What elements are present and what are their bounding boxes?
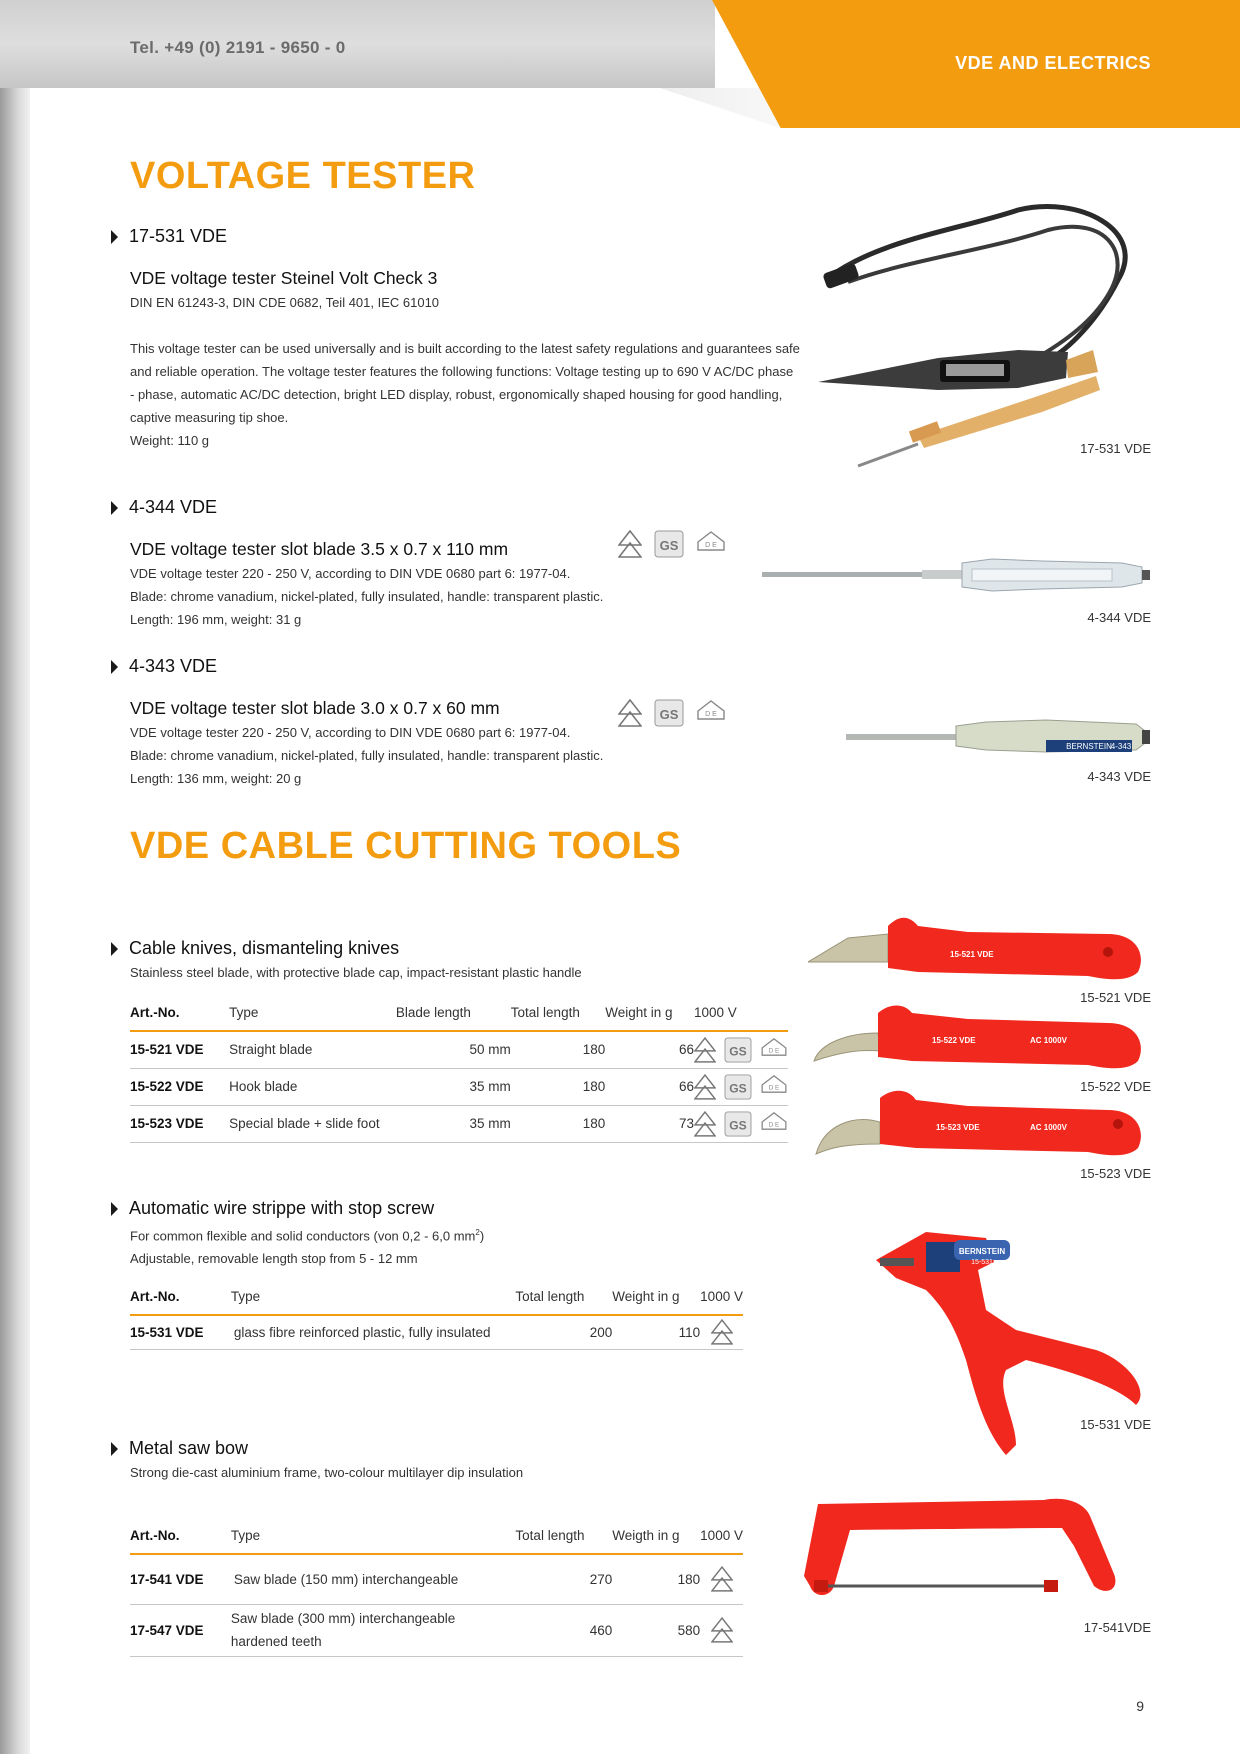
stripper-description bbox=[130, 1221, 484, 1270]
svg-text:GS: GS bbox=[659, 707, 679, 722]
item-code: 17-531 VDE bbox=[129, 226, 228, 246]
table-row bbox=[130, 1031, 788, 1068]
item-description bbox=[130, 562, 690, 631]
table-row bbox=[130, 1604, 743, 1656]
cell-art: 15-522 VDE bbox=[130, 1068, 229, 1105]
gs-mark-icon bbox=[654, 530, 684, 558]
caption-17-541: 17-541VDE bbox=[1083, 1620, 1151, 1635]
caption-15-523: 15-523 VDE bbox=[1080, 1166, 1151, 1181]
header-phone: Tel. +49 (0) 2191 - 9650 - 0 bbox=[130, 38, 346, 57]
de-mark-icon bbox=[760, 1111, 788, 1131]
knife-15-521-image bbox=[808, 912, 1148, 982]
svg-text:D E: D E bbox=[768, 1120, 780, 1128]
vde-triangle-icon bbox=[694, 1074, 716, 1100]
caption-4-344: 4-344 VDE bbox=[1087, 610, 1151, 625]
certification-marks bbox=[618, 699, 726, 727]
item-description bbox=[130, 337, 820, 452]
bullet-triangle-icon bbox=[111, 942, 118, 956]
cell-marks bbox=[694, 1031, 788, 1068]
cell-art: 15-521 VDE bbox=[130, 1031, 229, 1068]
col-header: Weight in g bbox=[605, 994, 694, 1031]
cell-weight: 66 bbox=[605, 1031, 694, 1068]
desc-text: For common flexible and solid conductors (von 0,2 - 6,0 mm bbox=[130, 1228, 476, 1244]
cell-art: 15-531 VDE bbox=[130, 1315, 231, 1349]
cell-type: Hook blade bbox=[229, 1068, 396, 1105]
col-header: Total length bbox=[515, 1278, 612, 1315]
col-header: Type bbox=[231, 1517, 516, 1554]
gs-mark-icon bbox=[724, 1111, 752, 1137]
knife-voltage-label: AC 1000V bbox=[1030, 1036, 1067, 1045]
stripper-brand-label: BERNSTEIN bbox=[958, 1247, 1006, 1256]
saw-table bbox=[130, 1517, 743, 1657]
cell-type: Saw blade (150 mm) interchangeable bbox=[231, 1554, 516, 1604]
knife-15-523-image bbox=[808, 1088, 1148, 1160]
desc-line: VDE voltage tester 220 - 250 V, according to DIN VDE 0680 part 6: 1977-04. bbox=[130, 566, 571, 581]
item-heading: Cable knives, dismanteling knives bbox=[129, 938, 400, 958]
table-header-row bbox=[130, 1517, 743, 1554]
vde-triangle-icon bbox=[694, 1111, 716, 1137]
desc-line: Length: 136 mm, weight: 20 g bbox=[130, 771, 302, 786]
desc-line: Weight: 110 g bbox=[130, 433, 210, 448]
table-row bbox=[130, 1554, 743, 1604]
stripper-table bbox=[130, 1278, 743, 1350]
cell-marks bbox=[700, 1604, 743, 1656]
desc-line: Length: 196 mm, weight: 31 g bbox=[130, 612, 302, 627]
bullet-triangle-icon bbox=[111, 1442, 118, 1456]
category-label: VDE AND ELECTRICS bbox=[955, 53, 1151, 73]
svg-text:D E: D E bbox=[768, 1047, 780, 1055]
item-heading: Metal saw bow bbox=[129, 1438, 249, 1458]
col-header: Art.-No. bbox=[130, 1517, 231, 1554]
bullet-triangle-icon bbox=[111, 501, 118, 515]
vde-triangle-icon bbox=[711, 1319, 733, 1345]
cell-total: 460 bbox=[515, 1604, 612, 1656]
col-header: 1000 V bbox=[694, 994, 788, 1031]
item-head-17-531 bbox=[112, 226, 227, 247]
desc-line bbox=[130, 1221, 484, 1247]
type-line: Saw blade (300 mm) interchangeable bbox=[230, 1611, 456, 1626]
cell-weight: 66 bbox=[605, 1068, 694, 1105]
voltage-tester-17-531-image bbox=[818, 200, 1148, 470]
col-header: 1000 V bbox=[700, 1278, 743, 1315]
item-name: VDE voltage tester slot blade 3.5 x 0.7 x 110 mm bbox=[130, 539, 509, 559]
knife-label: 15-523 VDE bbox=[936, 1123, 980, 1132]
cell-type: Special blade + slide foot bbox=[229, 1105, 396, 1142]
item-head-4-344 bbox=[112, 497, 217, 518]
vde-triangle-icon bbox=[618, 530, 642, 558]
svg-text:GS: GS bbox=[729, 1118, 747, 1133]
knife-voltage-label: AC 1000V bbox=[1030, 1123, 1067, 1132]
cell-weight: 110 bbox=[612, 1315, 700, 1349]
bullet-triangle-icon bbox=[111, 1202, 118, 1216]
item-name: VDE voltage tester Steinel Volt Check 3 bbox=[130, 268, 438, 288]
item-head-knives bbox=[112, 938, 399, 959]
tester-brand-label: BERNSTEIN bbox=[1066, 742, 1112, 751]
cell-blade: 35 mm bbox=[396, 1105, 511, 1142]
vde-triangle-icon bbox=[711, 1566, 733, 1592]
caption-15-521: 15-521 VDE bbox=[1080, 990, 1151, 1005]
svg-text:GS: GS bbox=[659, 538, 679, 553]
cell-weight: 73 bbox=[605, 1105, 694, 1142]
table-header-row bbox=[130, 994, 788, 1031]
caption-17-531: 17-531 VDE bbox=[1080, 441, 1151, 456]
tester-model-label: 4-343 bbox=[1110, 742, 1132, 751]
desc-line: VDE voltage tester 220 - 250 V, according to DIN VDE 0680 part 6: 1977-04. bbox=[130, 725, 571, 740]
col-header: Total length bbox=[511, 994, 605, 1031]
desc-line: Adjustable, removable length stop from 5 - 12 mm bbox=[130, 1251, 418, 1267]
caption-4-343: 4-343 VDE bbox=[1087, 769, 1151, 784]
gs-mark-icon bbox=[724, 1074, 752, 1100]
item-head-saw bbox=[112, 1438, 248, 1459]
header-bar bbox=[0, 0, 715, 88]
desc-line: and reliable operation. The voltage tester features the following functions: Voltage testing up to 690 V AC/DC phase bbox=[130, 364, 794, 379]
de-mark-icon bbox=[696, 530, 726, 552]
vde-triangle-icon bbox=[711, 1617, 733, 1643]
bullet-triangle-icon bbox=[111, 660, 118, 674]
cell-total: 200 bbox=[515, 1315, 612, 1349]
desc-sup: 2 bbox=[475, 1228, 480, 1237]
voltage-tester-4-344-image bbox=[762, 555, 1152, 595]
cell-marks bbox=[694, 1068, 788, 1105]
col-header: Type bbox=[229, 994, 396, 1031]
cell-weight: 580 bbox=[612, 1604, 700, 1656]
knives-description: Stainless steel blade, with protective blade cap, impact-resistant plastic handle bbox=[130, 965, 582, 980]
cell-type: Straight blade bbox=[229, 1031, 396, 1068]
col-header: Total length bbox=[515, 1517, 612, 1554]
cell-blade: 50 mm bbox=[396, 1031, 511, 1068]
desc-line: - phase, automatic AC/DC detection, bright LED display, robust, ergonomically shaped housing for good handling, bbox=[130, 387, 783, 402]
page-side-gradient bbox=[0, 0, 30, 1754]
desc-line: captive measuring tip shoe. bbox=[130, 410, 289, 425]
cell-art: 17-547 VDE bbox=[130, 1604, 231, 1656]
de-mark-icon bbox=[760, 1037, 788, 1057]
page-number: 9 bbox=[1136, 1698, 1144, 1714]
svg-text:D E: D E bbox=[705, 542, 717, 549]
knife-label: 15-521 VDE bbox=[950, 950, 994, 959]
table-header-row bbox=[130, 1278, 743, 1315]
saw-description: Strong die-cast aluminium frame, two-colour multilayer dip insulation bbox=[130, 1465, 524, 1480]
type-line: hardened teeth bbox=[230, 1634, 322, 1649]
de-mark-icon bbox=[760, 1074, 788, 1094]
desc-line: Blade: chrome vanadium, nickel-plated, fully insulated, handle: transparent plastic. bbox=[130, 748, 604, 763]
table-row bbox=[130, 1315, 743, 1349]
knife-15-522-image bbox=[808, 1003, 1148, 1073]
bullet-triangle-icon bbox=[111, 230, 118, 244]
cell-total: 270 bbox=[515, 1554, 612, 1604]
de-mark-icon bbox=[696, 699, 726, 721]
col-header: Weight in g bbox=[612, 1278, 700, 1315]
item-head-stripper bbox=[112, 1198, 434, 1219]
item-norm: DIN EN 61243-3, DIN CDE 0682, Teil 401, IEC 61010 bbox=[130, 295, 440, 310]
item-name: VDE voltage tester slot blade 3.0 x 0.7 x 60 mm bbox=[130, 698, 500, 718]
svg-text:D E: D E bbox=[705, 711, 717, 718]
table-row bbox=[130, 1105, 788, 1142]
col-header: 1000 V bbox=[700, 1517, 743, 1554]
vde-triangle-icon bbox=[618, 699, 642, 727]
cell-weight: 180 bbox=[612, 1554, 700, 1604]
cell-type bbox=[231, 1604, 516, 1656]
stripper-model-label: 15-531 bbox=[971, 1259, 993, 1266]
cell-marks bbox=[694, 1105, 788, 1142]
certification-marks bbox=[618, 530, 726, 558]
caption-15-522: 15-522 VDE bbox=[1080, 1079, 1151, 1094]
gs-mark-icon bbox=[654, 699, 684, 727]
cell-blade: 35 mm bbox=[396, 1068, 511, 1105]
cell-total: 180 bbox=[511, 1105, 605, 1142]
section-title-cable: VDE CABLE CUTTING TOOLS bbox=[130, 825, 682, 867]
cell-art: 17-541 VDE bbox=[130, 1554, 231, 1604]
col-header: Art.-No. bbox=[130, 994, 229, 1031]
item-code: 4-344 VDE bbox=[129, 497, 218, 517]
item-code: 4-343 VDE bbox=[129, 656, 218, 676]
cell-marks bbox=[700, 1554, 743, 1604]
item-heading: Automatic wire strippe with stop screw bbox=[129, 1198, 435, 1218]
col-header: Weigth in g bbox=[612, 1517, 700, 1554]
item-description bbox=[130, 721, 690, 790]
col-header: Art.-No. bbox=[130, 1278, 231, 1315]
voltage-tester-4-343-image bbox=[846, 716, 1151, 756]
cell-marks bbox=[700, 1315, 743, 1349]
svg-text:D E: D E bbox=[768, 1083, 780, 1091]
item-head-4-343 bbox=[112, 656, 217, 677]
desc-text: ) bbox=[479, 1228, 485, 1244]
caption-15-531: 15-531 VDE bbox=[1080, 1417, 1151, 1432]
desc-line: This voltage tester can be used universally and is built according to the latest safety regulations and guarantees safe bbox=[130, 341, 800, 356]
metal-saw-bow-17-541-image bbox=[794, 1486, 1120, 1606]
desc-line: Blade: chrome vanadium, nickel-plated, fully insulated, handle: transparent plastic. bbox=[130, 589, 604, 604]
gs-mark-icon bbox=[724, 1037, 752, 1063]
knife-label: 15-522 VDE bbox=[932, 1036, 976, 1045]
knives-table bbox=[130, 994, 788, 1143]
cell-total: 180 bbox=[511, 1031, 605, 1068]
svg-text:GS: GS bbox=[729, 1044, 747, 1059]
svg-text:GS: GS bbox=[729, 1081, 747, 1096]
cell-total: 180 bbox=[511, 1068, 605, 1105]
cell-type: glass fibre reinforced plastic, fully insulated bbox=[231, 1315, 516, 1349]
col-header: Blade length bbox=[396, 994, 511, 1031]
col-header: Type bbox=[231, 1278, 516, 1315]
vde-triangle-icon bbox=[694, 1037, 716, 1063]
cell-art: 15-523 VDE bbox=[130, 1105, 229, 1142]
table-row bbox=[130, 1068, 788, 1105]
section-title-voltage: VOLTAGE TESTER bbox=[130, 155, 476, 197]
